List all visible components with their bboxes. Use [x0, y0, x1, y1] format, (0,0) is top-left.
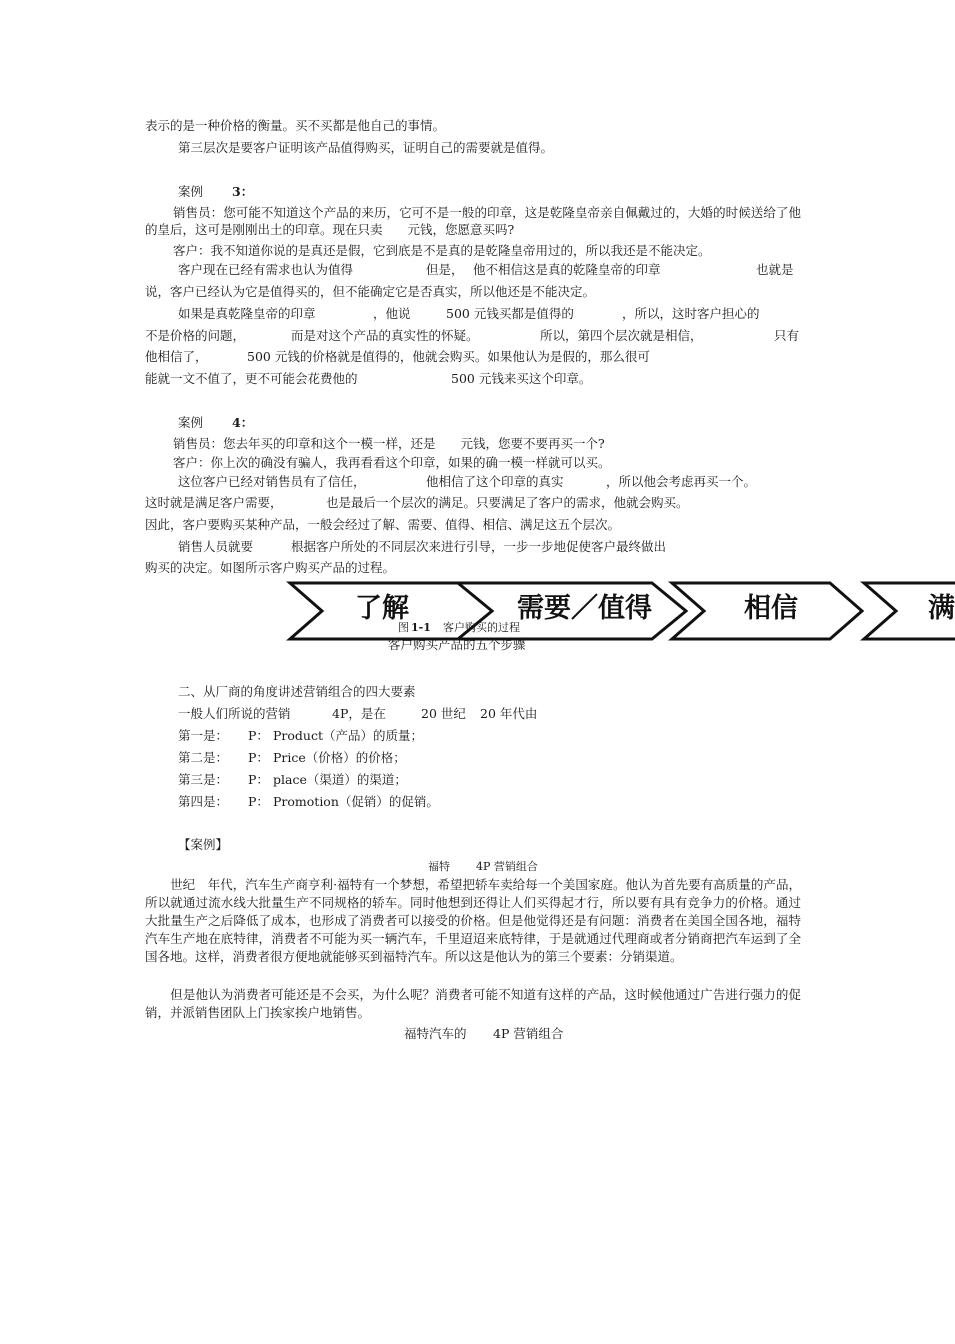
list-item-3-p: P：	[248, 772, 269, 787]
case4-p1-a: 这位客户已经对销售员有了信任，	[178, 474, 366, 489]
intro-line-2: 第三层次是要客户证明该产品值得购买，证明自己的需要就是值得。	[178, 140, 554, 155]
case3-p1-b: 但是，	[426, 262, 464, 277]
case4-p2-a: 这时就是满足客户需要，	[145, 495, 283, 510]
purchase-process-diagram	[288, 580, 955, 642]
case3-p3-a: 如果是真乾隆皇帝的印章	[178, 306, 316, 321]
list-item-1-text: Product（产品）的质量；	[273, 728, 423, 743]
case4-p2-b: 也是最后一个层次的满足。只要满足了客户的需求，他就会购买。	[326, 495, 689, 510]
case3-p6-a: 能就一文不值了，更不可能会花费他的	[145, 371, 358, 386]
case4-p4-b: 根据客户所处的不同层次来进行引导，一步一步地促使客户最终做出	[291, 539, 667, 554]
step-need-worth: 需要／值得	[517, 593, 652, 624]
ford-paragraph-1: 世纪 年代，汽车生产商亨利·福特有一个梦想，希望把轿车卖给每一个美国家庭。他认为首先要有高质量的产品，所以就通过流水线大批量生产不同规格的轿车。同时他想到还得让人们买得起才行，所以要有具有竞争力的价格。通过大批量生产之后降低了成本，也形成了消费者可以接受的价格。但是他觉得还是有问题：消费者在美国全国各地，福特汽车生产地在底特律，消费者不可能为买一辆汽车，千里迢迢来底特律，于是就通过代理商或者分销商把汽车运到了全国各地。这样，消费者很方便地就能够买到福特汽车。所以这是他认为的第三个要素：分销渠道。	[145, 877, 801, 964]
figure-caption-number: 1-1	[411, 621, 431, 634]
case-heading: 【案例】	[178, 837, 229, 852]
case3-p3-b: ，他说	[373, 306, 411, 321]
list-item-2-text: Price（价格）的价格；	[273, 750, 406, 765]
figure-subcaption: 客户购买产品的五个步骤	[388, 637, 526, 652]
section-4p-line2-c: 20 世纪	[421, 706, 466, 721]
case4-heading-label: 案例	[178, 415, 204, 430]
case4-p1-b: 他相信了这个印章的真实	[426, 474, 564, 489]
figure-caption-prefix: 图	[398, 621, 409, 634]
step-believe: 相信	[744, 593, 798, 624]
ford-footer-b: 4P 营销组合	[493, 1026, 564, 1041]
case3-p3-d: ，所以，这时客户担心的	[622, 306, 760, 321]
case-title-b: 4P 营销组合	[476, 860, 538, 873]
section-4p-line2-d: 20 年代由	[480, 706, 538, 721]
case3-p1-c: 他不相信这是真的乾隆皇帝的印章	[473, 262, 661, 277]
case4-dialog-salesperson: 销售员：您去年买的印章和这个一模一样，还是 元钱，您要不要再买一个?	[173, 436, 605, 451]
list-item-4-label: 第四是：	[178, 794, 229, 809]
case4-heading-number: 4：	[232, 415, 254, 430]
case3-p1-d: 也就是	[756, 262, 794, 277]
step-satisfy: 满	[928, 593, 955, 624]
case3-p5-a: 他相信了，	[145, 349, 208, 364]
case4-p5: 购买的决定。如图所示客户购买产品的过程。	[145, 560, 396, 575]
case3-p3-c: 500 元钱买都是值得的	[446, 306, 574, 321]
case3-p4-b: 而是对这个产品的真实性的怀疑。	[291, 328, 479, 343]
case3-p4-c: 所以，第四个层次就是相信，	[540, 328, 703, 343]
case3-p4-a: 不是价格的问题，	[145, 328, 246, 343]
case3-heading-number: 3：	[232, 184, 254, 199]
case4-p3: 因此，客户要购买某种产品，一般会经过了解、需要、值得、相信、满足这五个层次。	[145, 517, 621, 532]
case3-p6-b: 500 元钱来买这个印章。	[451, 371, 592, 386]
case3-heading-label: 案例	[178, 184, 204, 199]
case3-p5-b: 500 元钱的价格就是值得的，他就会购买。如果他认为是假的，那么很可	[247, 349, 650, 364]
list-item-3-text: place（渠道）的渠道；	[273, 772, 407, 787]
figure-caption-text: 客户购买的过程	[443, 621, 520, 634]
step-understand: 了解	[355, 593, 409, 624]
section-4p-heading: 二、从厂商的角度讲述营销组合的四大要素	[178, 684, 416, 699]
case3-p2: 说，客户已经认为它是值得买的，但不能确定它是否真实，所以他还是不能决定。	[145, 284, 596, 299]
list-item-1-p: P：	[248, 728, 269, 743]
list-item-4-text: Promotion（促销）的促销。	[273, 794, 439, 809]
case4-dialog-customer: 客户：你上次的确没有骗人，我再看看这个印章，如果的确一模一样就可以买。	[173, 455, 611, 470]
list-item-3-label: 第三是：	[178, 772, 229, 787]
case4-p4-a: 销售人员就要	[178, 539, 254, 554]
section-4p-line2-a: 一般人们所说的营销	[178, 706, 291, 721]
ford-footer-a: 福特汽车的	[404, 1026, 467, 1041]
list-item-4-p: P：	[248, 794, 269, 809]
case3-dialog-customer: 客户：我不知道你说的是真还是假，它到底是不是真的是乾隆皇帝用过的，所以我还是不能决定。	[173, 243, 711, 258]
case4-p1-c: ，所以他会考虑再买一个。	[606, 474, 757, 489]
list-item-2-p: P：	[248, 750, 269, 765]
case3-p4-d: 只有	[774, 328, 800, 343]
case-title-a: 福特	[428, 860, 450, 873]
section-4p-line2-b: 4P，是在	[332, 706, 386, 721]
intro-line-1: 表示的是一种价格的衡量。买不买都是他自己的事情。	[145, 118, 446, 133]
list-item-1-label: 第一是：	[178, 728, 229, 743]
case3-p1-a: 客户现在已经有需求也认为值得	[178, 262, 354, 277]
case3-dialog-salesperson: 销售员：您可能不知道这个产品的来历，它可不是一般的印章，这是乾隆皇帝亲自佩戴过的，大婚的时候送给了他的皇后，这可是刚刚出土的印章。现在只卖 元钱，您愿意买吗?	[145, 205, 801, 237]
list-item-2-label: 第二是：	[178, 750, 229, 765]
ford-paragraph-2: 但是他认为消费者可能还是不会买，为什么呢？消费者可能不知道有这样的产品，这时候他通过广告进行强力的促销，并派销售团队上门挨家挨户地销售。	[145, 987, 801, 1020]
